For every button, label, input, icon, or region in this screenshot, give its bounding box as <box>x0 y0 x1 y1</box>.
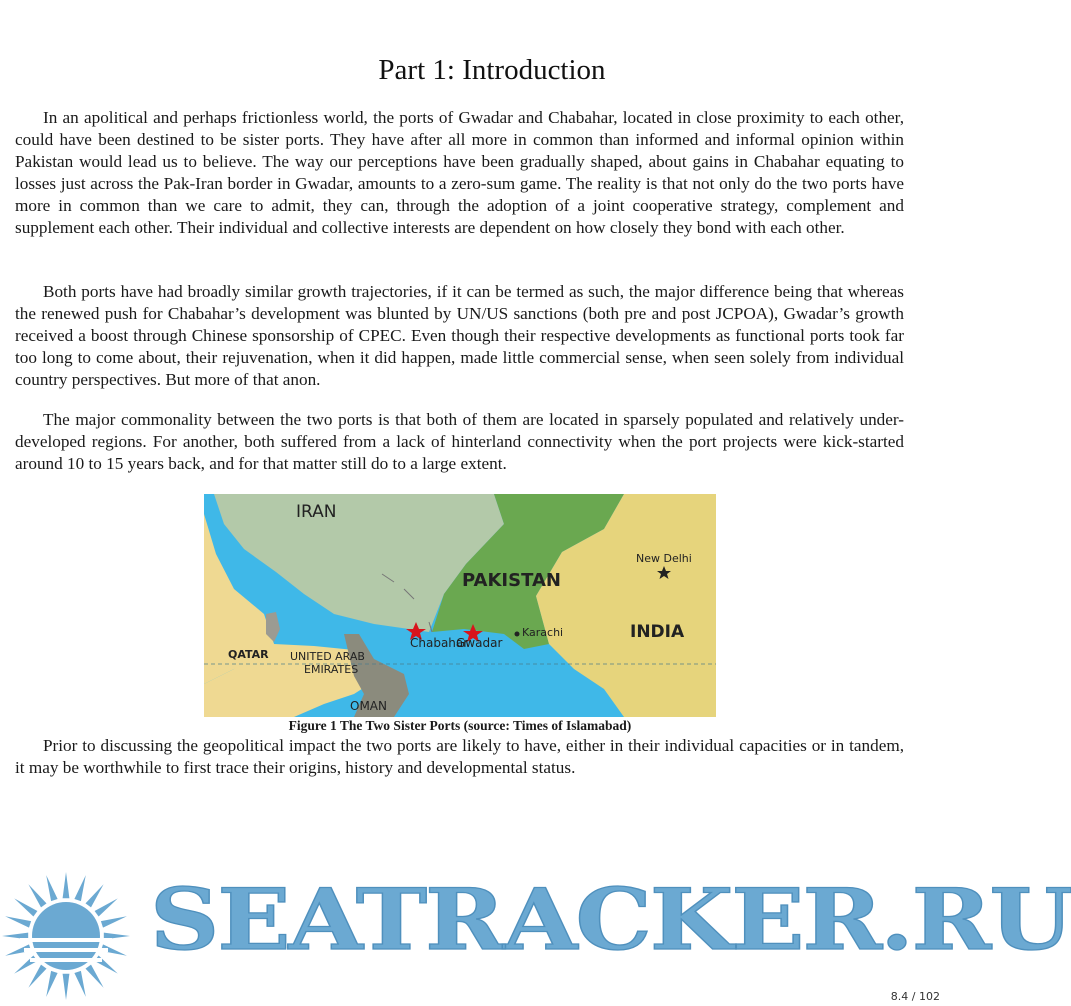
map-label-uae-line2: EMIRATES <box>304 663 359 676</box>
map-label-pakistan: PAKISTAN <box>462 570 561 591</box>
paragraph-3: The major commonality between the two ports is that both of them are located in sparsely populated and relatively under-developed regions. For another, both suffered from a lack of hinterland connectivity when the port projects were kick-started around 10 to 15 years back, and for that matter still do to a large extent. <box>15 410 904 474</box>
watermark-text: SEATRACKER.RU <box>150 869 1071 970</box>
sun-ray <box>86 965 104 988</box>
sun-ray <box>46 875 57 901</box>
sun-ray <box>5 916 31 927</box>
page-title: Part 1: Introduction <box>378 54 606 86</box>
page-number: 8.4 / 102 <box>890 990 940 1003</box>
sun-ray <box>86 884 104 907</box>
map-label-new-delhi: New Delhi <box>636 552 692 565</box>
sun-ray <box>74 875 85 901</box>
map-label-chabahar: Chabahar <box>410 636 469 650</box>
sun-ray <box>63 974 70 1000</box>
map-label-oman: OMAN <box>350 699 387 713</box>
sun-ray <box>46 971 57 997</box>
sun-ray <box>74 971 85 997</box>
map-label-gwadar: Gwadar <box>456 636 503 650</box>
sun-ray <box>95 898 118 916</box>
map-label-uae-line1: UNITED ARAB <box>290 650 365 663</box>
map-label-qatar: QATAR <box>228 648 269 661</box>
map-label-karachi: Karachi <box>522 626 564 639</box>
sun-ray <box>28 884 46 907</box>
map-label-india: INDIA <box>630 622 685 642</box>
paragraph-2: Both ports have had broadly similar growth trajectories, if it can be termed as such, the major difference being that whereas the renewed push for Chabahar’s development was blunted by UN/US sanctions (both pre and post JCPOA), Gwadar’s growth received a boost through Chinese sponsorship of CPEC. Even though their respective developments as functional ports took far too long to come about, their rejuvenation, when it did happen, made little commercial sense, when seen solely from individual country perspectives. But more of that anon. <box>15 282 904 390</box>
paragraph-4: Prior to discussing the geopolitical impact the two ports are likely to have, either in their individual capacities or in tandem, it may be worthwhile to first trace their origins, history and developmental status. <box>15 736 904 778</box>
paragraph-1: In an apolitical and perhaps frictionless world, the ports of Gwadar and Chabahar, located in close proximity to each other, could have been destined to be sister ports. They have after all more in common than informed and informal opinion within Pakistan would lead us to believe. The way our perceptions have been gradually shaped, about gains in Chabahar equating to losses just across the Pak-Iran border in Gwadar, amounts to a zero-sum game. The reality is that not only do the two ports have more in common than we care to admit, they can, through the adoption of a joint cooperative strategy, complement and supplement each other. Their individual and collective interests are dependent on how closely they bond with each other. <box>15 108 904 238</box>
figure-caption: Figure 1 The Two Sister Ports (source: Times of Islamabad) <box>288 718 632 733</box>
map-figure <box>204 494 716 717</box>
region-map-image <box>204 494 716 717</box>
sun-ray <box>14 898 37 916</box>
sun-ray <box>28 965 46 988</box>
map-label-iran: IRAN <box>296 502 337 522</box>
sun-ray <box>101 916 127 927</box>
sun-ray <box>63 872 70 898</box>
